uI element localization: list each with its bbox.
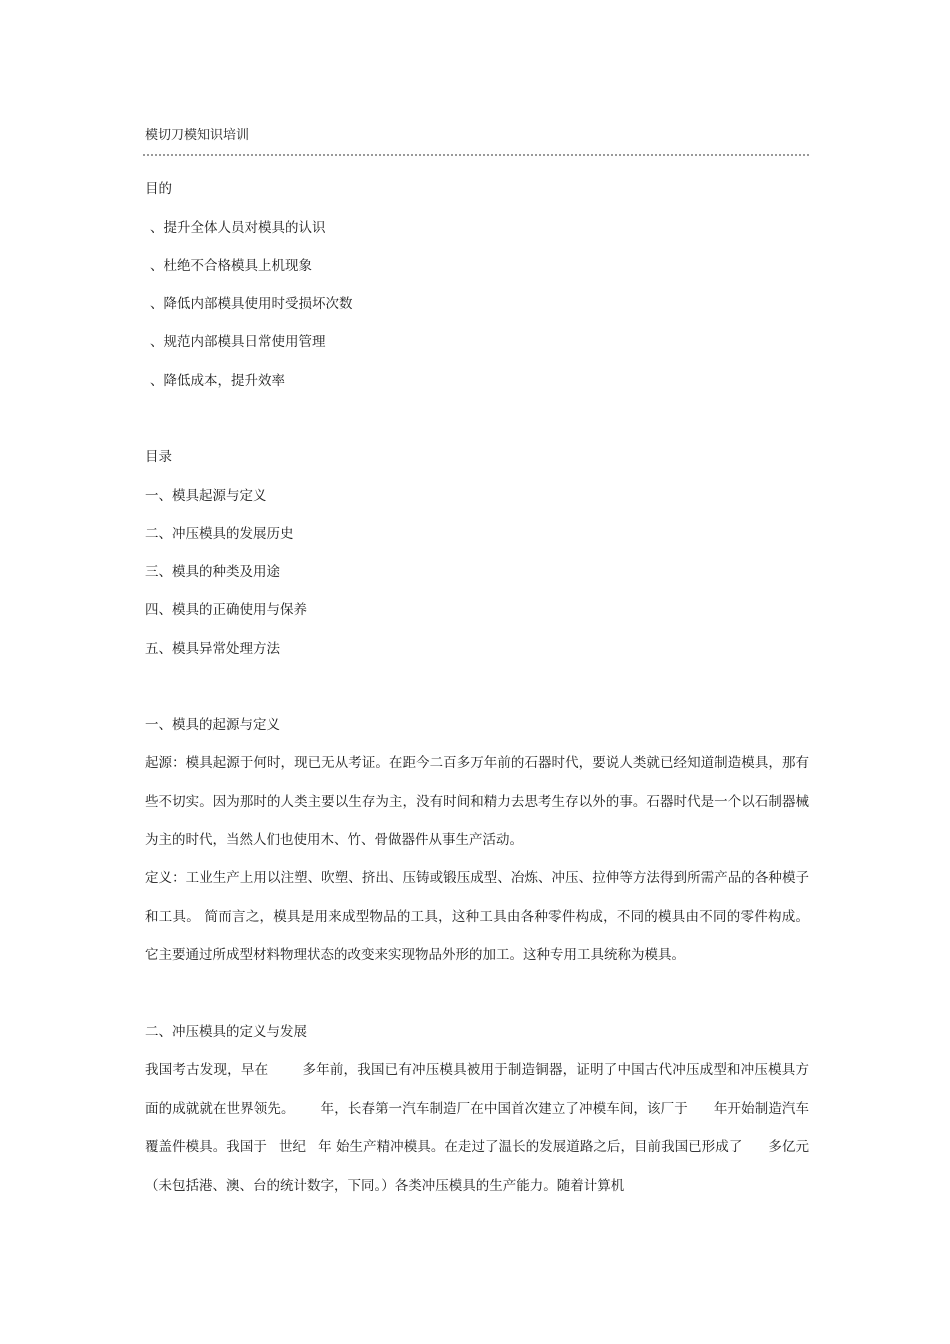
section2-heading: 二、冲压模具的定义与发展 [145,1024,307,1040]
toc-heading: 目录 [145,449,172,465]
toc-item: 三、模具的种类及用途 [145,564,280,580]
paragraph-text: 世纪 [278,1139,307,1155]
purpose-item: 、提升全体人员对模具的认识 [150,220,326,236]
paragraph-text: 我国考古发现，早在 [145,1062,269,1078]
paragraph-text: 年，长春第一汽车制造厂在中国首次建立了冲模车间，该厂于 [320,1100,688,1117]
toc-item: 五、模具异常处理方法 [145,641,280,657]
paragraph-text: 多亿元（未包括港、澳、台的统计数字，下同。）各类冲压模具的生产能力。随着计算机 [145,1139,810,1194]
section1-heading: 一、模具的起源与定义 [145,717,280,733]
purpose-heading: 目的 [145,181,172,197]
toc-item: 四、模具的正确使用与保养 [145,602,307,618]
purpose-item: 、规范内部模具日常使用管理 [150,334,326,350]
paragraph-text: 多年前，我国已有冲压模具被用于制造铜器，证明了中国古代冲压成型和冲压模具方面的成就就在世界领先。 [145,1062,810,1117]
section1-definition-paragraph: 定义：工业生产上用以注塑、吹塑、挤出、压铸或锻压成型、冶炼、冲压、拉伸等方法得到所需产品的各种模子和工具。 简而言之，模具是用来成型物品的工具，这种工具由各种零件构成，不同的模具由不同的零件构成。它主要通过所成型材料物理状态的改变来实现物品外形的加工。这种专用工具统称为模具。 [145,870,809,963]
section1-origin-paragraph: 起源：模具起源于何时，现已无从考证。在距今二百多万年前的石器时代，要说人类就已经知道制造模具，那有些不切实。因为那时的人类主要以生存为主，没有时间和精力去思考生存以外的事。石器时代是一个以石制器械为主的时代，当然人们也使用木、竹、骨做器件从事生产活动。 [145,755,809,848]
page-header-title: 模切刀模知识培训 [145,128,250,143]
toc-item: 二、冲压模具的发展历史 [145,526,294,542]
paragraph-text: 年 始生产精冲模具。在走过了温长的发展道路之后，目前我国已形成了 [318,1139,743,1155]
paragraph-text: 年开始制造汽车覆盖件模具。我国于 [145,1100,810,1155]
section2-paragraph [145,1051,809,1205]
purpose-item: 、降低成本，提升效率 [150,373,285,389]
toc-item: 一、模具起源与定义 [145,488,267,504]
purpose-item: 、降低内部模具使用时受损坏次数 [150,296,353,312]
purpose-item: 、杜绝不合格模具上机现象 [150,258,312,274]
header-divider [143,154,809,156]
